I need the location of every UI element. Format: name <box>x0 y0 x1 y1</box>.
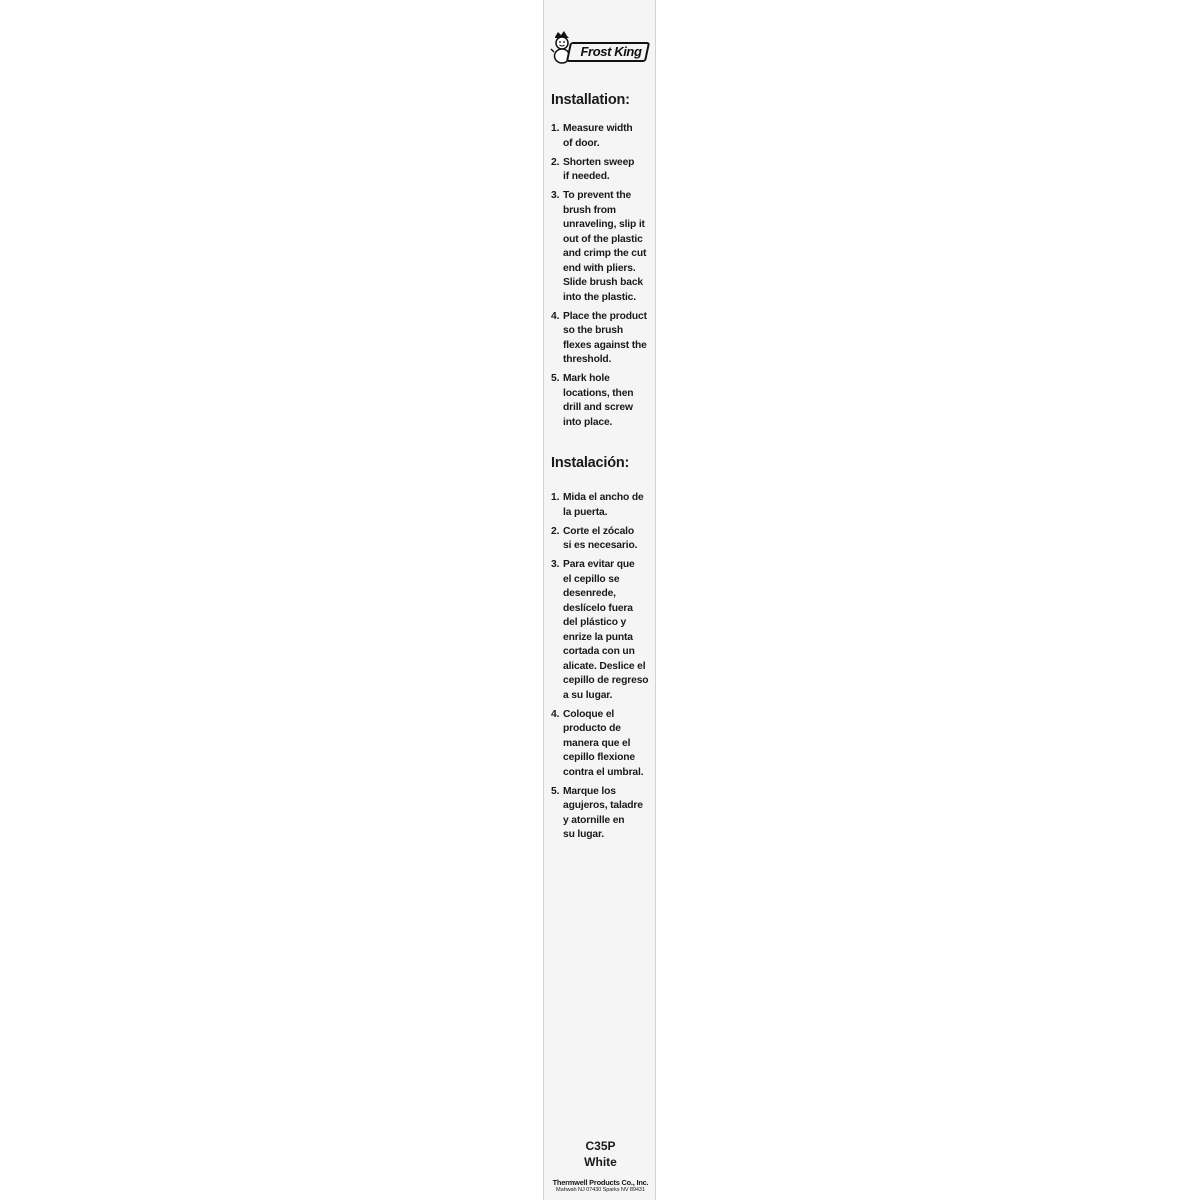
step-text: Measure width of door. <box>563 123 633 149</box>
step-text: Corte el zócalo si es necesario. <box>563 525 638 551</box>
installation-steps-es <box>551 491 655 843</box>
step-text: Para evitar que el cepillo se desenrede, deslícelo fuera del plástico y enrize la punta cortada con un alicate. Deslice el cepillo de regreso a su lugar. <box>563 559 649 701</box>
installation-section-es <box>551 454 655 847</box>
installation-heading-es: Instalación: <box>551 455 630 471</box>
installation-heading-en: Installation: <box>551 92 630 108</box>
list-item <box>551 310 655 368</box>
step-number: 2. <box>551 525 560 537</box>
brand-name: Frost King <box>580 44 642 59</box>
step-text: Shorten sweep if needed. <box>563 156 635 182</box>
list-item <box>551 785 655 843</box>
step-text: Marque los agujeros, taladre y atornille en su lugar. <box>563 785 643 840</box>
step-number: 4. <box>551 708 560 720</box>
list-item <box>551 525 655 554</box>
manufacturer-addresses: Mahwah NJ 07430 Sparks NV 89431 <box>556 1187 645 1193</box>
step-number: 3. <box>551 559 560 570</box>
list-item <box>551 156 655 185</box>
step-number: 1. <box>551 492 560 503</box>
step-number: 5. <box>551 373 560 384</box>
product-label-strip <box>543 0 656 1200</box>
step-number: 4. <box>551 310 560 322</box>
step-number: 2. <box>551 156 560 168</box>
step-number: 3. <box>551 190 560 201</box>
installation-steps-en <box>551 122 655 430</box>
step-number: 1. <box>551 123 560 134</box>
step-text: Coloque el producto de manera que el cepillo flexione contra el umbral. <box>563 708 644 778</box>
product-color: White <box>584 1155 617 1169</box>
list-item <box>551 558 655 703</box>
step-text: Mida el ancho de la puerta. <box>563 492 644 518</box>
list-item <box>551 189 655 305</box>
step-number: 5. <box>551 785 560 797</box>
list-item <box>551 122 655 151</box>
manufacturer-name: Thermwell Products Co., Inc. <box>552 1178 649 1187</box>
model-number: C35P <box>585 1139 616 1153</box>
step-text: To prevent the brush from unraveling, slip it out of the plastic and crimp the cut end with pliers. Slide brush back into the plastic. <box>563 190 647 303</box>
brand-logo <box>550 30 650 64</box>
step-text: Mark hole locations, then drill and screw into place. <box>563 373 634 428</box>
list-item <box>551 491 655 520</box>
product-model-block <box>544 1138 656 1170</box>
installation-section-en <box>551 91 655 435</box>
list-item <box>551 708 655 781</box>
step-text: Place the product so the brush flexes against the threshold. <box>563 310 647 365</box>
list-item <box>551 372 655 430</box>
